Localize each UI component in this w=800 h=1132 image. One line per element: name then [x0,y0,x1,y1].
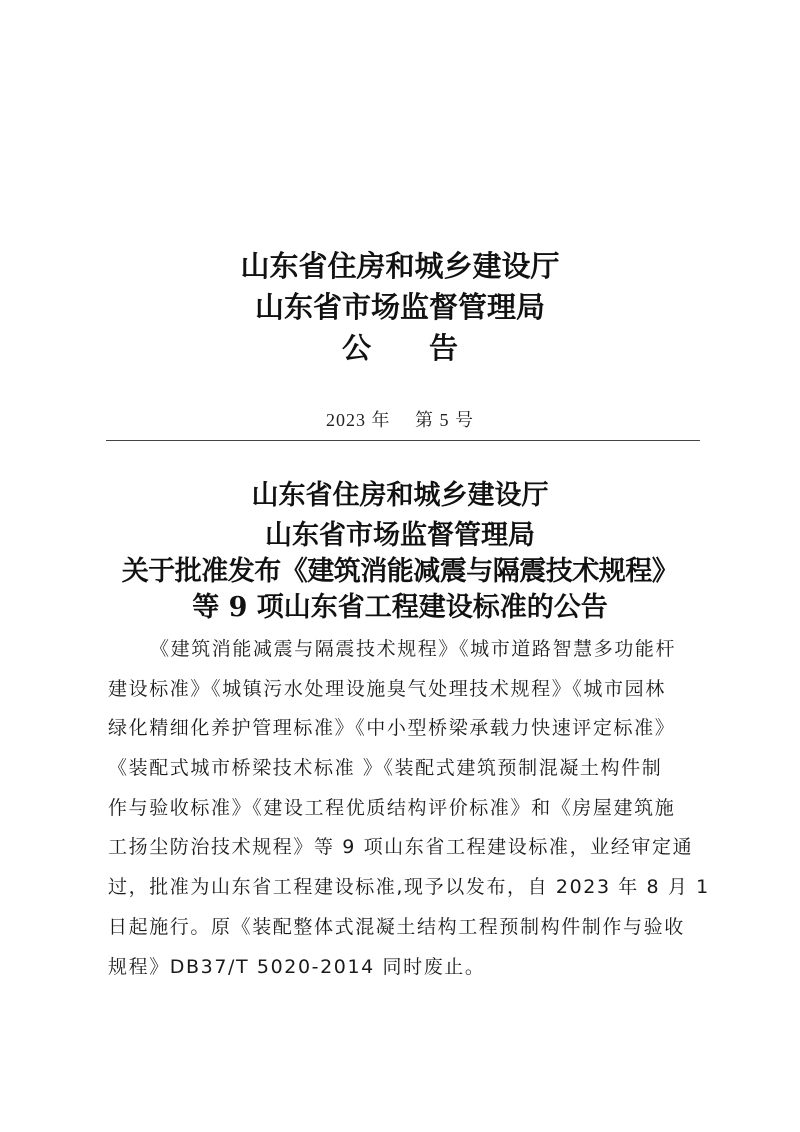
issuer-name-market-supervision: 山东省市场监督管理局 [254,290,545,324]
body-line: 过，批准为山东省工程建设标准,现予以发布，自 2023 年 8 月 1 [108,876,710,899]
issuer-name-housing-department: 山东省住房和城乡建设厅 [240,249,560,283]
document-header [0,246,800,369]
notice-label: 公 告 [341,331,458,365]
announcement-title [0,478,800,626]
body-line: 工扬尘防治技术规程》等 9 项山东省工程建设标准，业经审定通 [108,836,694,859]
title-line-2: 山东省市场监督管理局 [265,520,535,551]
title-line-1: 山东省住房和城乡建设厅 [251,480,549,511]
announcement-body [108,630,710,987]
title-line-3: 关于批准发布《建筑消能减震与隔震技术规程》 [121,556,679,587]
title-line-4: 等 9 项山东省工程建设标准的公告 [192,592,608,623]
body-line: 规程》DB37/T 5020-2014 同时废止。 [108,955,486,978]
body-line: 绿化精细化养护管理标准》《中小型桥梁承载力快速评定标准》 [108,717,676,740]
header-divider [106,440,700,441]
body-line: 《建筑消能减震与隔震技术规程》《城市道路智慧多功能杆 [150,638,677,660]
body-line: 建设标准》《城镇污水处理设施臭气处理技术规程》《城市园林 [108,677,666,700]
document-number: 2023 年 第 5 号 [326,410,474,430]
body-line: 作与验收标准》《建设工程优质结构评价标准》和《房屋建筑施 [108,796,676,819]
body-line: 日起施行。原《装配整体式混凝土结构工程预制构件制作与验收 [108,915,685,938]
body-line: 《装配式城市桥梁技术标准 》《装配式建筑预制混凝土构件制 [108,757,663,780]
